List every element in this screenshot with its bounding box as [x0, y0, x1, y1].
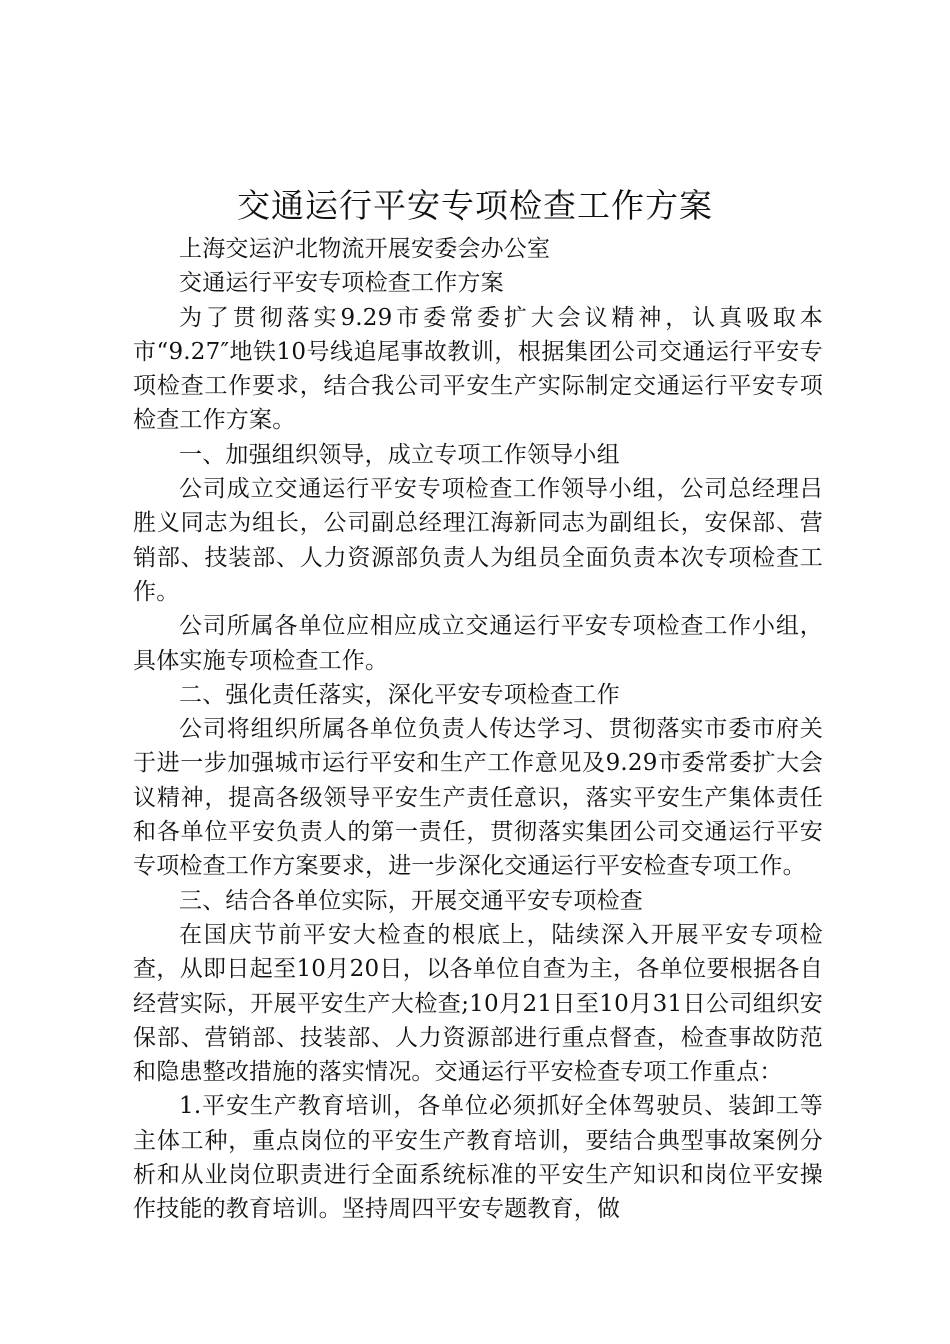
subtitle-line: 交通运行平安专项检查工作方案 — [179, 270, 504, 297]
body-paragraph: 公司所属各单位应相应成立交通运行平安专项检查工作小组，具体实施专项检查工作。 — [133, 613, 823, 674]
document-body — [133, 232, 823, 1227]
body-paragraph: 公司成立交通运行平安专项检查工作领导小组，公司总经理吕胜义同志为组长，公司副总经理江海新同志为副组长，安保部、营销部、技装部、人力资源部负责人为组员全面负责本次专项检查工作。 — [133, 476, 823, 605]
issuer-line: 上海交运沪北物流开展安委会办公室 — [179, 236, 551, 262]
section-heading-1: 一、加强组织领导，成立专项工作领导小组 — [179, 441, 620, 468]
intro-paragraph: 为了贯彻落实9.29市委常委扩大会议精神，认真吸取本市“9.27″地铁10号线追尾事故教训，根据集团公司交通运行平安专项检查工作要求，结合我公司平安生产实际制定交通运行平安专项检查工作方案。 — [133, 304, 823, 434]
list-item-1: 1.平安生产教育培训，各单位必须抓好全体驾驶员、装卸工等主体工种，重点岗位的平安生产教育培训，要结合典型事故案例分析和从业岗位职责进行全面系统标准的平安生产知识和岗位平安操作技能的教育培训。坚持周四平安专题教育，做 — [133, 1093, 823, 1223]
body-paragraph: 在国庆节前平安大检查的根底上，陆续深入开展平安专项检查，从即日起至10月20日，以各单位自查为主，各单位要根据各自经营实际，开展平安生产大检查;10月21日至10月31日公司组织安保部、营销部、技装部、人力资源部进行重点督查，检查事故防范和隐患整改措施的落实情况。交通运行平安检查专项工作重点： — [133, 921, 823, 1086]
document-title: 交通运行平安专项检查工作方案 — [237, 186, 713, 225]
section-heading-3: 三、结合各单位实际，开展交通平安专项检查 — [179, 887, 643, 914]
body-paragraph: 公司将组织所属各单位负责人传达学习、贯彻落实市委市府关于进一步加强城市运行平安和生产工作意见及9.29市委常委扩大会议精神，提高各级领导平安生产责任意识，落实平安生产集体责任和各单位平安负责人的第一责任，贯彻落实集团公司交通运行平安专项检查工作方案要求，进一步深化交通运行平安检查专项工作。 — [133, 716, 823, 880]
section-heading-2: 二、强化责任落实，深化平安专项检查工作 — [179, 681, 620, 708]
